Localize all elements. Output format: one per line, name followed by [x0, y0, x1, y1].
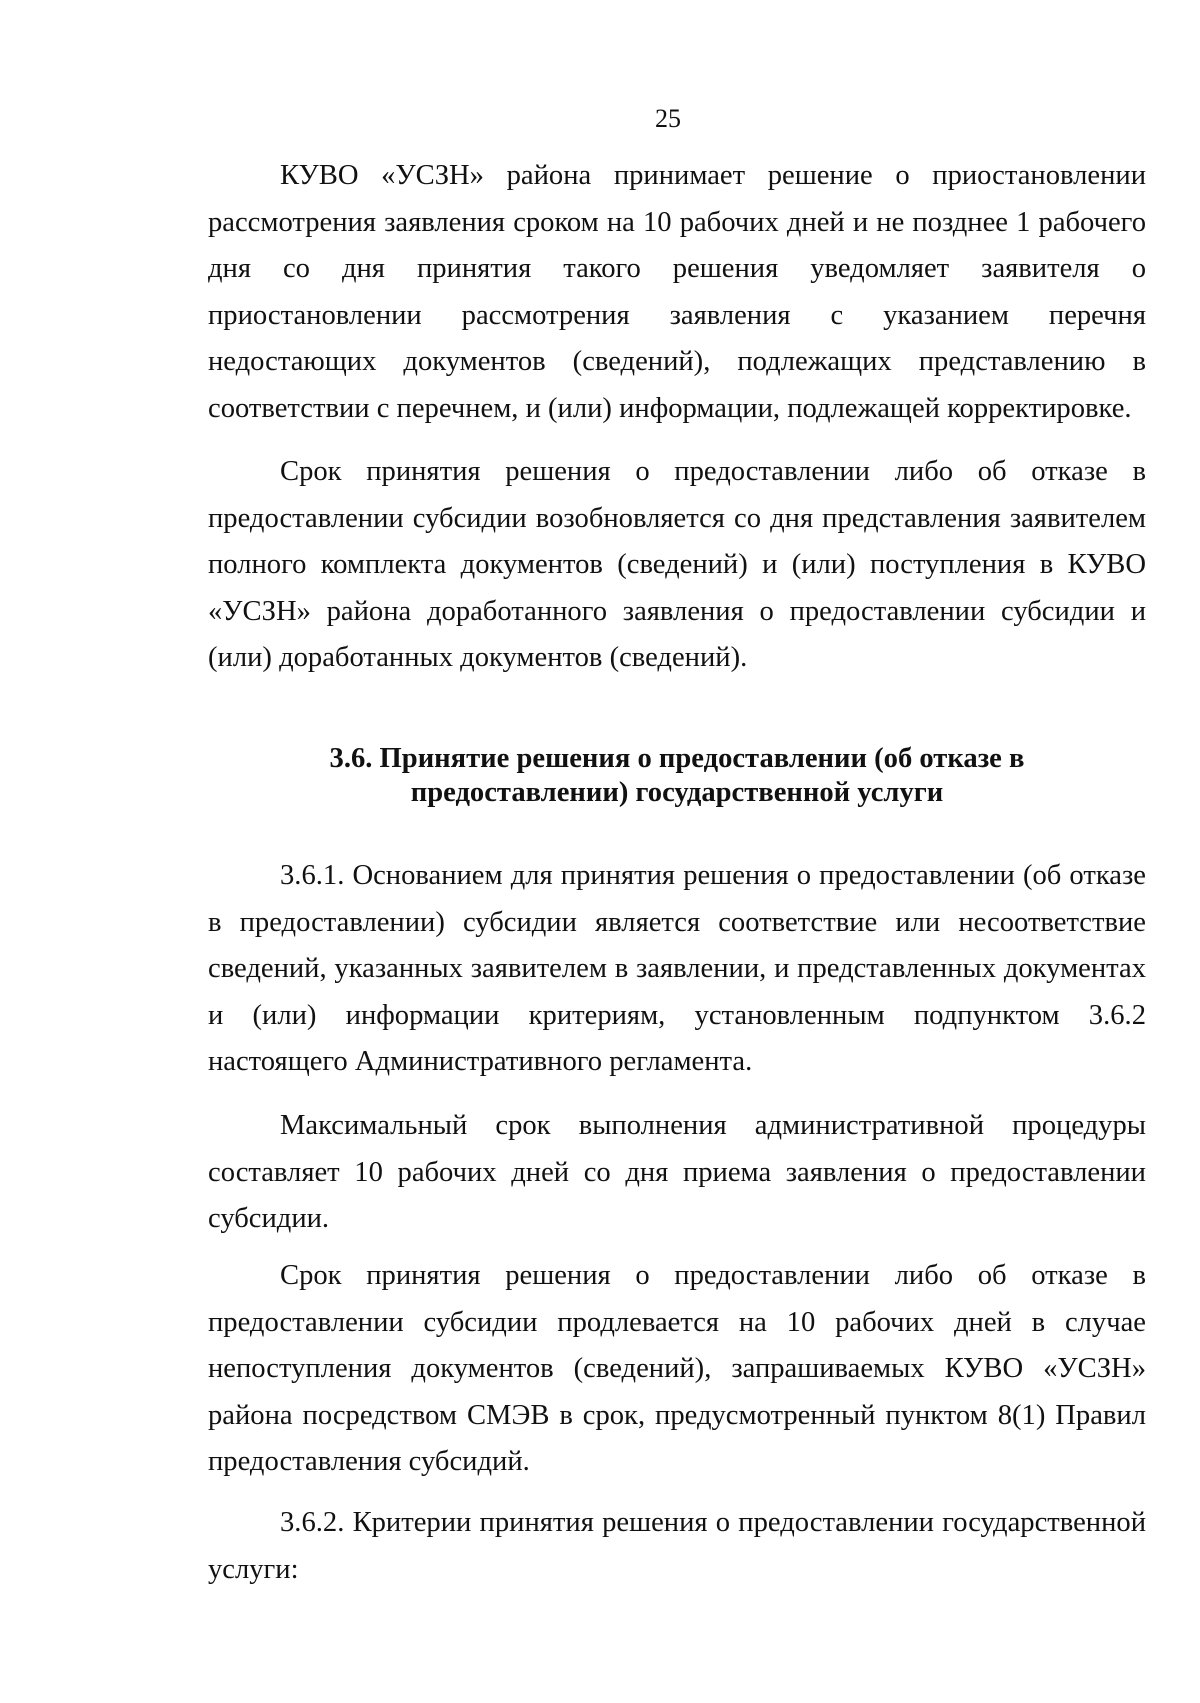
section-heading-line-2: предоставлении) государственной услуги — [410, 777, 944, 808]
page-number: 25 — [655, 104, 681, 133]
section-heading-line-1: 3.6. Принятие решения о предоставлении (об отказе в — [329, 743, 1025, 774]
paragraph-suspension-notice: КУВО «УСЗН» района принимает решение о приостановлении рассмотрения заявления сроком на 10 рабочих дней и не позднее 1 рабочего дня со дня принятия такого решения уведомляет заявителя о приостановлении рассмотрения заявления с указанием перечня недостающих документов (сведений), подлежащих представлению в соответствии с перечнем, и (или) информации, подлежащей корректировке. — [208, 160, 1146, 424]
paragraph-max-term: Максимальный срок выполнения административной процедуры составляет 10 рабочих дней со дня приема заявления о предоставлении субсидии. — [208, 1110, 1146, 1234]
paragraph-3-6-1-grounds: 3.6.1. Основанием для принятия решения о предоставлении (об отказе в предоставлении) субсидии является соответствие или несоответствие сведений, указанных заявителем в заявлении, и представленных документах и (или) информации критериям, установленным подпунктом 3.6.2 настоящего Административного регламента. — [208, 860, 1146, 1077]
paragraph-term-resumption: Срок принятия решения о предоставлении либо об отказе в предоставлении субсидии возобновляется со дня представления заявителем полного комплекта документов (сведений) и (или) поступления в КУВО «УСЗН» района доработанного заявления о предоставлении субсидии и (или) доработанных документов (сведений). — [208, 456, 1146, 673]
paragraph-term-extension: Срок принятия решения о предоставлении либо об отказе в предоставлении субсидии продлевается на 10 рабочих дней в случае непоступления документов (сведений), запрашиваемых КУВО «УСЗН» района посредством СМЭВ в срок, предусмотренный пунктом 8(1) Правил предоставления субсидий. — [208, 1260, 1146, 1477]
section-heading-3-6 — [208, 742, 1146, 810]
paragraph-3-6-2-criteria: 3.6.2. Критерии принятия решения о предоставлении государственной услуги: — [208, 1507, 1146, 1585]
